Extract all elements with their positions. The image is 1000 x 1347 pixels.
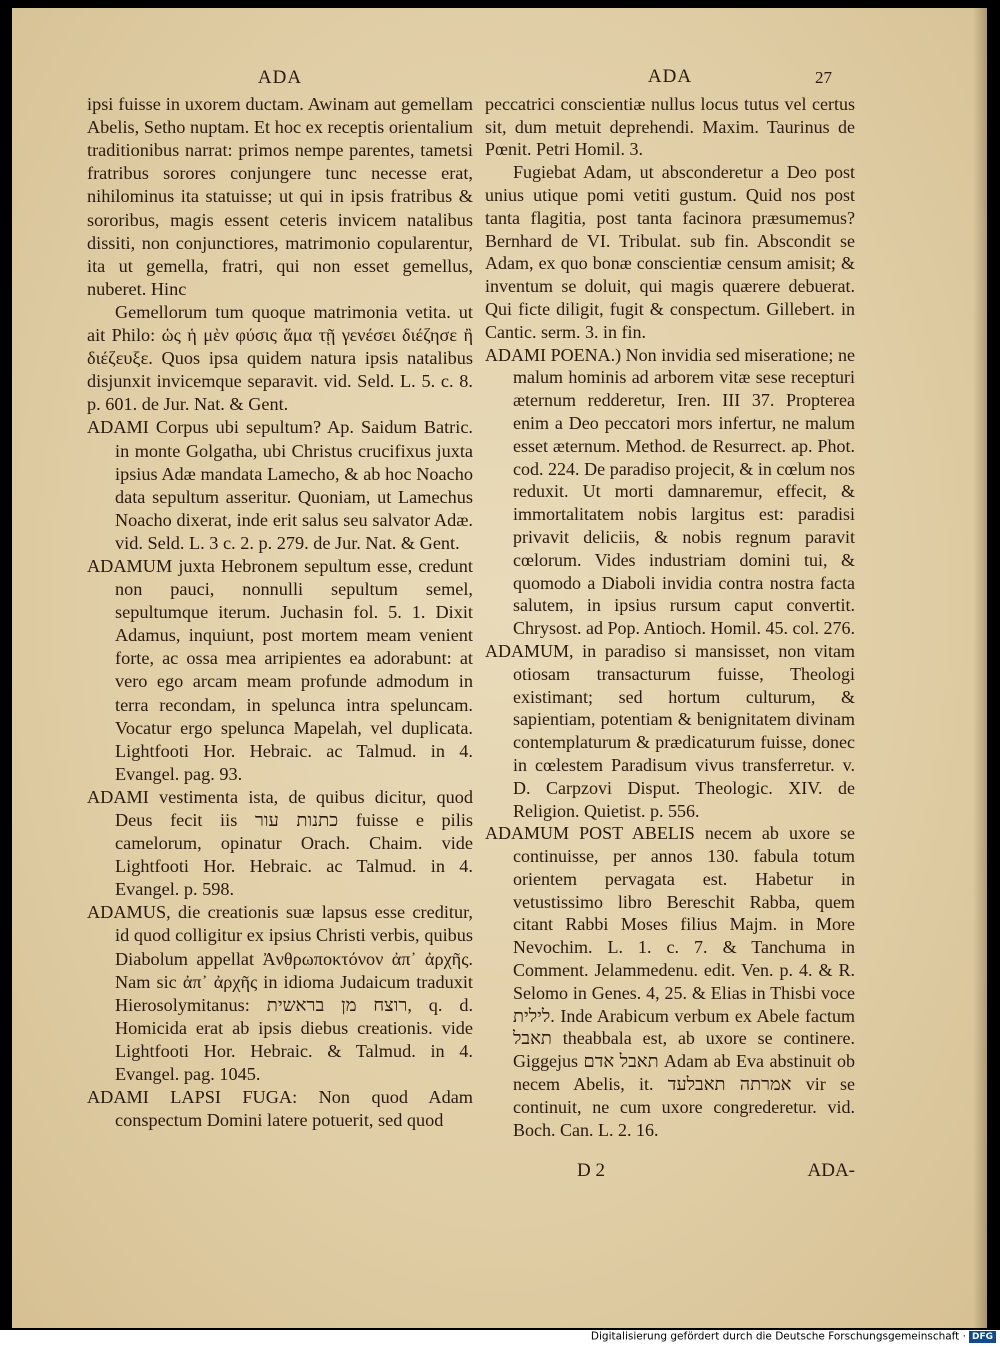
paragraph: ADAMI vestimenta ista, de quibus dicitur, quod Deus fecit iis כתנות עור fuisse e pilis camelorum, opinatur Orach. Chaim. vide Lightfooti Hor. Hebraic. ac Talmud. in 4. Evangel. p. 598. — [87, 786, 473, 900]
paragraph: ADAMUM juxta Hebronem sepultum esse, credunt non pauci, nonnulli sepultum semel, sepultumque iterum. Juchasin fol. 5. 1. Dixit Adamus, inquiunt, post mortem meam venient forte, ac ossa mea arripientes ea adorabunt: at vero ego arcam meam profunde admodum in terra recondam, in spelunca intra speluncam. Vocatur ergo spelunca Mapelah, vel duplicata. Lightfooti Hor. Hebraic. ac Talmud. in 4. Evangel. pag. 93. — [87, 555, 473, 784]
right-running-head: ADA — [647, 66, 693, 87]
digitization-footer — [0, 1330, 1000, 1347]
right-column — [485, 66, 855, 1141]
paragraph: ADAMUM POST ABELIS necem ab uxore se continuisse, per annos 130. fabula totum orientem pervagata est. Habetur in vetustissimo libro Bereschit Rabba, quem citant Rabbi Moses filius Majm. in More Nevochim. L. 1. c. 7. & Tanchuma in Comment. Jelammedenu. edit. Ven. p. 4. & R. Selomo in Genes. 4, 25. & Elias in Thisbi voce לילית. Inde Arabicum verbum ex Abele factum תאבל theabbala est, ab uxore se continere. Giggejus תאבל אדם Adam ab Eva abstinuit ob necem Abelis, it. אמרתה תאבלעד vir se continuit, ne cum uxore congrederetur. vid. Boch. Can. L. 2. 16. — [485, 823, 855, 1140]
paragraph: ADAMI POENA.) Non invidia sed miseratione; ne malum hominis ad arborem vitæ sese recepturi æternum redderetur, Iren. III 37. Propterea enim a Deo peccatori mors infertur, ne malum esset æternum. Method. de Resurrect. ap. Phot. cod. 224. De paradiso projecit, & in cœlum nos reduxit. Ut morti damnaremur, effecit, & immortalitatem nobis largitus est: paradisi privavit deliciis, & nobis regnum paravit cœlorum. Vides industriam domini tui, & quomodo a Diaboli invidia contra nostra facta salutem, in ipsius rursum caput convertit. Chrysost. ad Pop. Antioch. Homil. 45. col. 276. — [485, 344, 855, 639]
footer-text: Digitalisierung gefördert durch die Deutsche Forschungsgemeinschaft · — [590, 1330, 966, 1343]
paragraph: peccatrici conscientiæ nullus locus tutus vel certus sit, dum metuit deprehendi. Maxim. Taurinus de Pœnit. Petri Homil. 3. — [485, 93, 855, 160]
dfg-logo: DFG — [969, 1331, 996, 1343]
paragraph: Fugiebat Adam, ut absconderetur a Deo post unius utique pomi vetiti gustum. Quid nos post tanta flagitia, post tanta facinora præsumemus? Bernhard de VI. Tribulat. sub fin. Abscondit se Adam, ex quo bonæ conscientiæ censum amisit; & inventum se doluit, qui magis quærere debuerat. Qui ficte diligit, fugit & conspectum. Gillebert. in Cantic. serm. 3. in fin. — [485, 162, 855, 342]
book-page — [12, 8, 987, 1328]
paragraph: ADAMUM, in paradiso si mansisset, non vitam otiosam transacturum fuisse, Theologi existimant; sed hortum culturum, & sapientiam, potentiam & benignitatem divinam contemplaturum & prædicaturum fuisse, donec in cœlestem Paradisum vivus transferretur. v. D. Carpzovi Disput. Theologic. XIV. de Religion. Quietist. p. 556. — [485, 640, 855, 821]
paragraph: ADAMI LAPSI FUGA: Non quod Adam conspectum Domini latere potuerit, sed quod — [87, 1087, 473, 1131]
paragraph: Gemellorum tum quoque matrimonia vetita. ut ait Philo: ὡς ἡ μὲν φύσις ἅμα τῇ γενέσει διέζησε ἢ διέζευξε. Quos ipsa quidem natura ipsis natalibus disjunxit invicemque separavit. vid. Seld. L. 5. c. 8. p. 601. de Jur. Nat. & Gent. — [87, 301, 473, 415]
paragraph: ADAMI Corpus ubi sepultum? Ap. Saidum Batric. in monte Golgatha, ubi Christus crucifixus juxta ipsius Adæ mandata Lamecho, & ab hoc Noacho data sepultum asseritur. Quoniam, ut Lamechus Noacho dixerat, inde erit salus seu salvator Adæ. vid. Seld. L. 3 c. 2. p. 279. de Jur. Nat. & Gent. — [87, 417, 473, 553]
catchword: ADA- — [807, 1160, 855, 1181]
paragraph: ADAMUS, die creationis suæ lapsus esse creditur, id quod colligitur ex ipsius Christi verbis, quibus Diabolum appellat Ἀνθρωποκτόνον ἀπ᾽ ἀρχῆς. Nam sic ἀπ᾽ ἀρχῆς in idioma Judaicum traduxit Hierosolymitanus: רוצח מן בראשית, q. d. Homicida erat ab ipsis diebus creationis. vide Lightfooti Hor. Hebraic. & Talmud. in 4. Evangel. pag. 1045. — [87, 902, 474, 1085]
page-number: 27 — [815, 68, 832, 87]
signature-mark: D 2 — [577, 1160, 605, 1181]
left-running-head: ADA — [257, 67, 303, 88]
left-column — [87, 66, 473, 1132]
paragraph: ipsi fuisse in uxorem ductam. Awinam aut gemellam Abelis, Setho nuptam. Et hoc ex receptis orientalium traditionibus narrat: primos nempe parentes, tametsi fratribus sorores conjungere tunc necesse erat, nihilominus ita statuisse; ut qui in ipsis fratribus & sororibus, magis essent ceteris invicem natalibus dissiti, non conjunctiores, matrimonio copularentur, ita ut gemella, fratri, qui non esset gemellus, nuberet. Hinc — [87, 94, 473, 299]
